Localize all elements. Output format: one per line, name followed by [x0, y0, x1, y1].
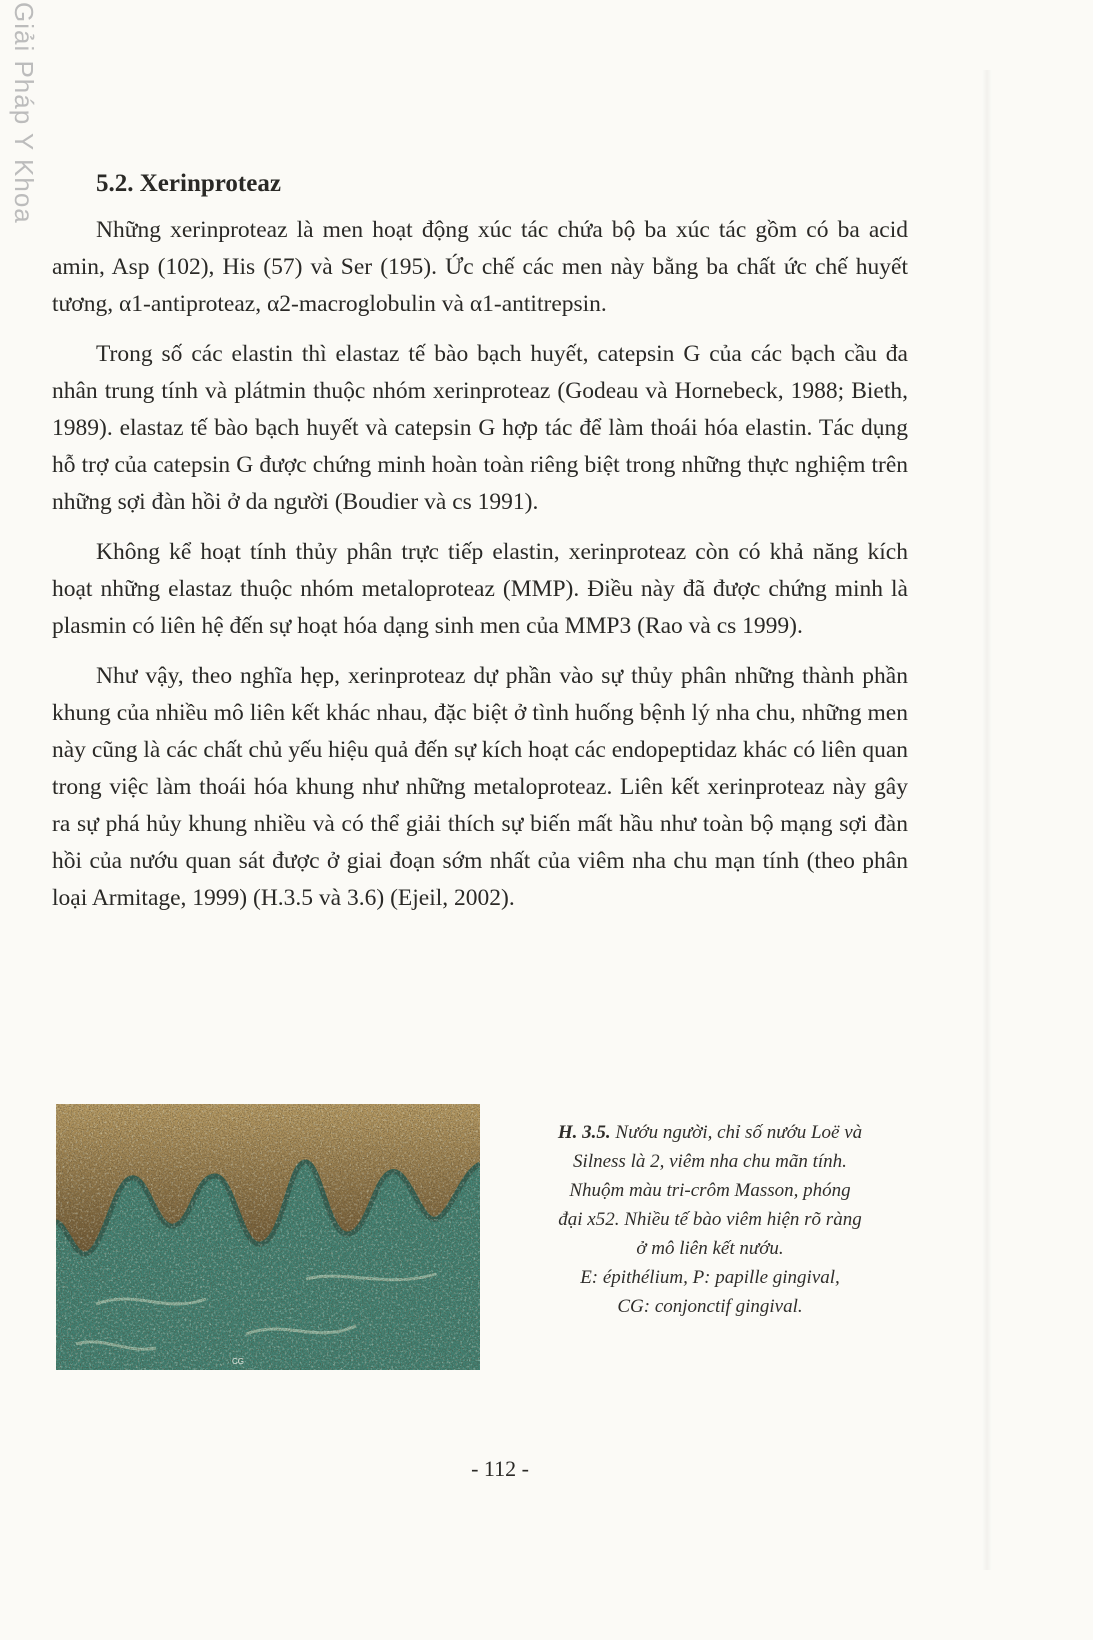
caption-line-3: Nhuộm màu tri-crôm Masson, phóng — [569, 1180, 851, 1201]
caption-line-5: ở mô liên kết nướu. — [636, 1238, 784, 1259]
caption-line-2: Silness là 2, viêm nha chu mãn tính. — [573, 1151, 847, 1172]
caption-line-1 — [500, 1118, 920, 1147]
gingiva-micrograph-image — [56, 1104, 480, 1370]
paragraph-3: Không kể hoạt tính thủy phân trực tiếp elastin, xerinproteaz còn có khả năng kích hoạt những elastaz thuộc nhóm metaloproteaz (MMP). Điều này đã được chứng minh là plasmin có liên hệ đến sự hoạt hóa dạng sinh men của MMP3 (Rao và cs 1999). — [52, 539, 908, 639]
paragraph-4: Như vậy, theo nghĩa hẹp, xerinproteaz dự phần vào sự thủy phân những thành phần khung của nhiều mô liên kết khác nhau, đặc biệt ở tình huống bệnh lý nha chu, những men này cũng là các chất chủ yếu hiệu quả đến sự kích hoạt các endopeptidaz khác có liên quan trong việc làm thoái hóa khung như những metaloproteaz. Liên kết xerinproteaz này gây ra sự phá hủy khung nhiều và có thể giải thích sự biến mất hầu như toàn bộ mạng sợi đàn hồi của nướu quan sát được ở giai đoạn sớm nhất của viêm nha chu mạn tính (theo phân loại Armitage, 1999) (H.3.5 và 3.6) (Ejeil, 2002). — [52, 663, 908, 911]
paragraph-1: Những xerinproteaz là men hoạt động xúc tác chứa bộ ba xúc tác gồm có ba acid amin, Asp (102), His (57) và Ser (195). Ức chế các men này bằng ba chất ức chế huyết tương, α1-antiproteaz, α2-macroglobulin và α1-antitrepsin. — [52, 217, 908, 317]
watermark: Giải Pháp Y Khoa — [9, 2, 39, 224]
caption-line-1-text: Nướu người, chỉ số nướu Loë và — [615, 1122, 863, 1143]
caption-figure-label: H. 3.5. — [557, 1122, 611, 1143]
page-edge-shadow — [982, 70, 992, 1570]
text-content — [52, 170, 908, 930]
paragraph-2: Trong số các elastin thì elastaz tế bào bạch huyết, catepsin G của các bạch cầu đa nhân trung tính và plátmin thuộc nhóm xerinproteaz (Godeau và Hornebeck, 1988; Bieth, 1989). elastaz tế bào bạch huyết và catepsin G hợp tác để làm thoái hóa elastin. Tác dụng hỗ trợ của catepsin G được chứng minh hoàn toàn riêng biệt trong những thực nghiệm trên những sợi đàn hồi ở da người (Boudier và cs 1991). — [52, 341, 908, 515]
caption-line-6: E: épithélium, P: papille gingival, — [580, 1267, 840, 1288]
figure-caption — [500, 1118, 920, 1321]
figure-3-5 — [56, 1104, 920, 1374]
caption-line-4: đại x52. Nhiều tế bào viêm hiện rõ ràng — [558, 1209, 862, 1230]
caption-line-7: CG: conjonctif gingival. — [617, 1296, 803, 1317]
micrograph-label: CG — [232, 1357, 244, 1366]
page-number: - 112 - — [471, 1456, 529, 1481]
section-heading: 5.2. Xerinproteaz — [96, 170, 281, 197]
